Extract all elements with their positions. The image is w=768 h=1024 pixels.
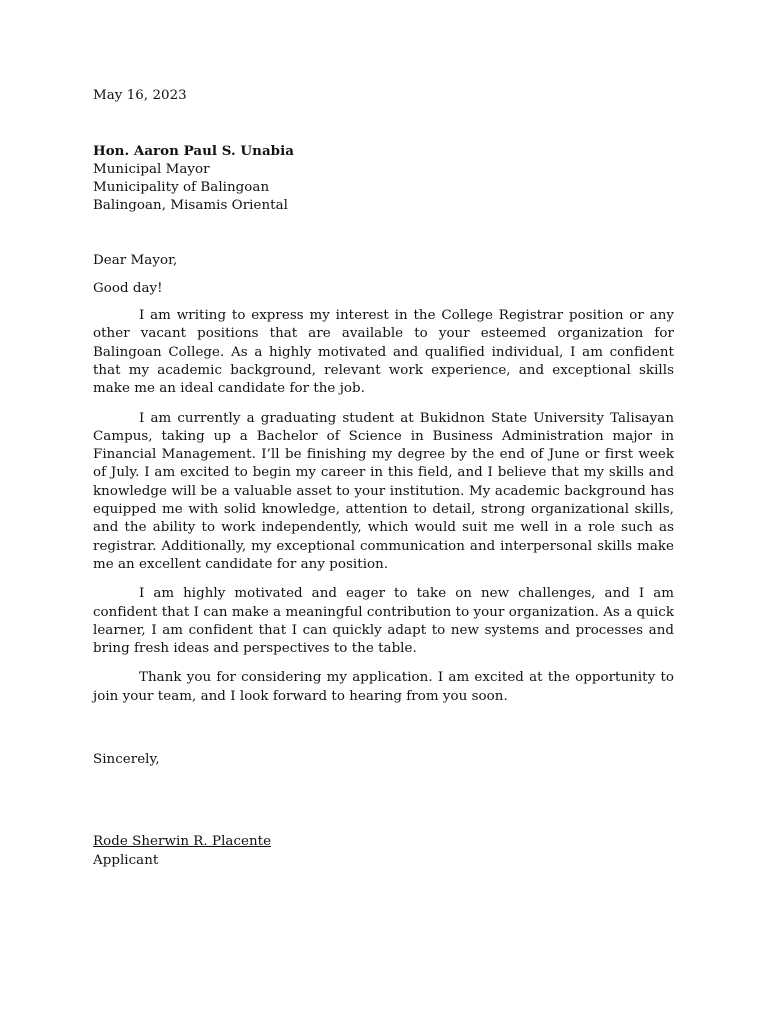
signer-title: Applicant: [93, 852, 159, 868]
body-paragraph-thanks: Thank you for considering my application. I am excited at the opportunity to join your team, and I look forward to hearing from you soon.: [93, 670, 674, 704]
body-paragraph-background: I am currently a graduating student at Bukidnon State University Talisayan Campus, taking up a Bachelor of Science in Business Administration major in Financial Management. I’ll be finishing my degree by the end of June or first week of July. I am excited to begin my career in this field, and I believe that my skills and knowledge will be a valuable asset to your institution. My academic background has equipped me with solid knowledge, attention to detail, strong organizational skills, and the ability to work independently, which would suit me well in a role such as registrar. Additionally, my exceptional communication and interpersonal skills make me an excellent candidate for any position.: [93, 410, 674, 572]
signer-name: Rode Sherwin R. Placente: [93, 834, 272, 850]
cover-letter: [93, 87, 674, 870]
recipient-block: [93, 142, 674, 215]
body-paragraph-interest: I am writing to express my interest in the College Registrar position or any other vacant positions that are available to your esteemed organization for Balingoan College. As a highly motivated and qualified individual, I am confident that my academic background, relevant work experience, and exceptional skills make me an ideal candidate for the job.: [93, 308, 674, 397]
recipient-address: Balingoan, Misamis Oriental: [93, 198, 288, 214]
greeting: Good day!: [93, 280, 163, 296]
recipient-position: Municipal Mayor: [93, 161, 210, 177]
salutation: Dear Mayor,: [93, 253, 178, 269]
letter-date: May 16, 2023: [93, 88, 187, 103]
body-paragraph-motivation: I am highly motivated and eager to take on new challenges, and I am confident that I can make a meaningful contribution to your organization. As a quick learner, I am confident that I can quickly adapt to new systems and processes and bring fresh ideas and perspectives to the table.: [93, 586, 674, 657]
recipient-name: Hon. Aaron Paul S. Unabia: [93, 143, 294, 160]
closing: Sincerely,: [93, 752, 160, 768]
recipient-office: Municipality of Balingoan: [93, 179, 270, 195]
signature-block: [93, 833, 674, 870]
